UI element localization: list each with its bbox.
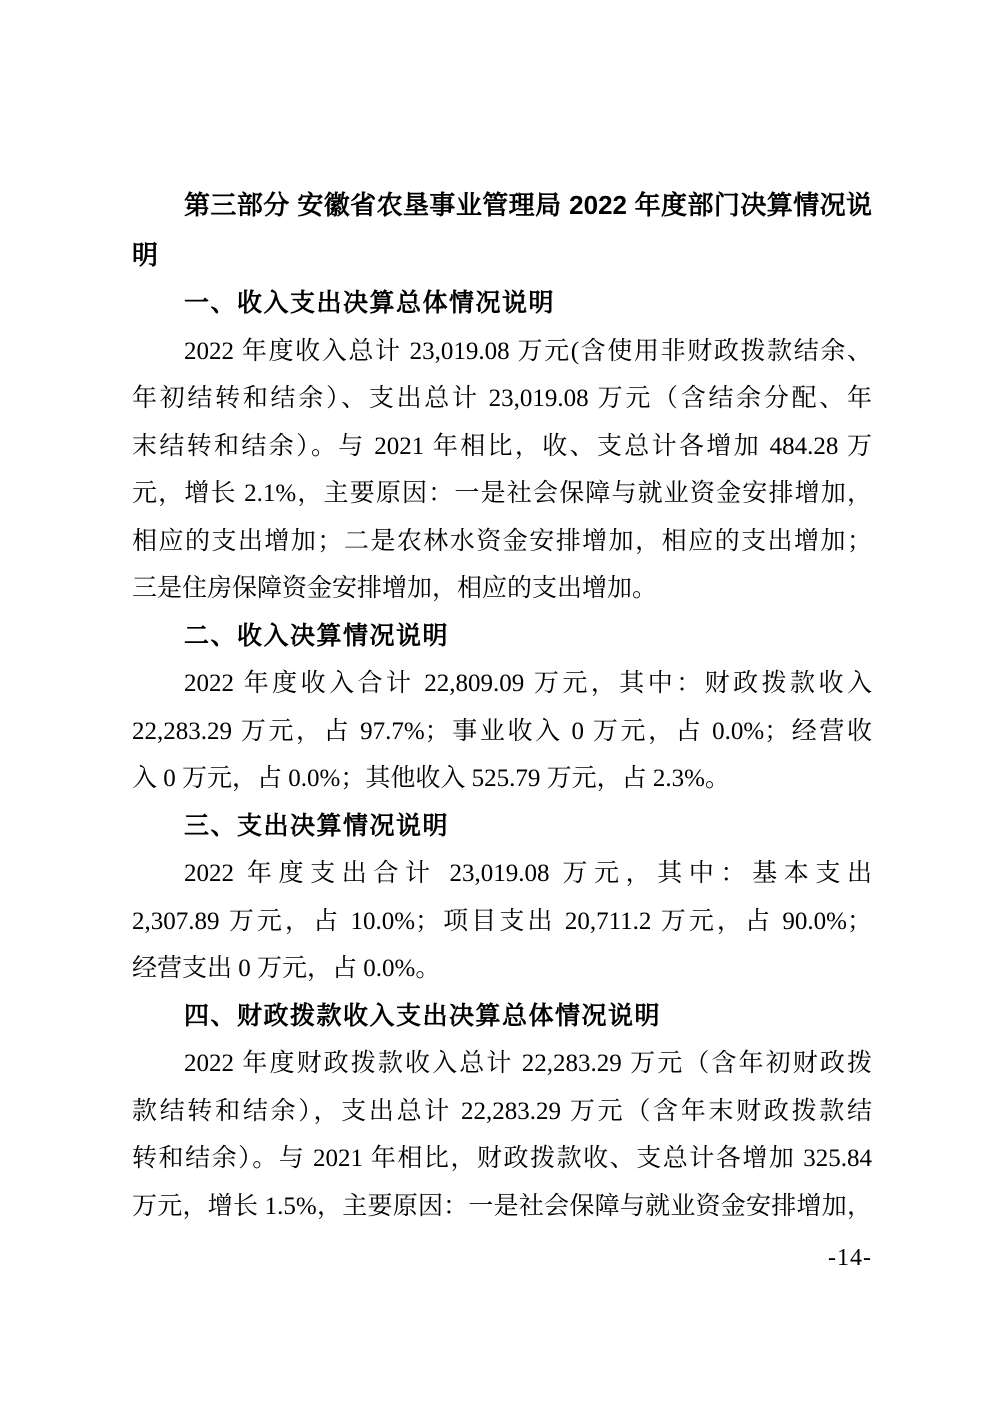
section-income-expenditure-overview	[132, 280, 872, 613]
section-heading: 三、支出决算情况说明	[184, 811, 450, 840]
section-expenditure-statement	[132, 803, 872, 993]
paragraph-line: 元，增长 2.1%，主要原因：一是社会保障与就业资金安排增加，	[132, 480, 872, 507]
paragraph-line: 2022 年度收入总计 23,019.08 万元(含使用非财政拨款结余、	[184, 337, 872, 365]
paragraph-line: 2022 年度财政拨款收入总计 22,283.29 万元（含年初财政拨	[184, 1050, 872, 1077]
document-title-line-1: 第三部分 安徽省农垦事业管理局 2022 年度部门决算情况说	[184, 190, 872, 220]
paragraph-line: 转和结余）。与 2021 年相比，财政拨款收、支总计各增加 325.84	[132, 1145, 872, 1172]
paragraph-line: 2022 年度收入合计 22,809.09 万元，其中：财政拨款收入	[184, 670, 872, 697]
section-heading: 一、收入支出决算总体情况说明	[184, 289, 556, 317]
document-title-line-2: 明	[132, 240, 159, 270]
paragraph-line: 经营支出 0 万元，占 0.0%。	[132, 955, 441, 982]
section-heading: 二、收入决算情况说明	[184, 621, 450, 650]
paragraph-line: 末结转和结余）。与 2021 年相比，收、支总计各增加 484.28 万	[132, 432, 872, 460]
paragraph-line: 三是住房保障资金安排增加，相应的支出增加。	[132, 575, 658, 602]
paragraph-line: 2,307.89 万元，占 10.0%；项目支出 20,711.2 万元，占 90.0%；	[132, 907, 872, 935]
paragraph-line: 2022 年度支出合计 23,019.08 万元，其中：基本支出	[184, 860, 872, 887]
paragraph-line: 相应的支出增加；二是农林水资金安排增加，相应的支出增加；	[132, 527, 872, 555]
paragraph-line: 入 0 万元，占 0.0%；其他收入 525.79 万元，占 2.3%。	[132, 765, 730, 792]
paragraph-line: 款结转和结余），支出总计 22,283.29 万元（含年末财政拨款结	[132, 1097, 872, 1125]
page-number: -14-	[828, 1245, 872, 1271]
section-heading: 四、财政拨款收入支出决算总体情况说明	[184, 1001, 662, 1030]
section-income-statement	[132, 613, 872, 803]
paragraph-line: 万元，增长 1.5%，主要原因：一是社会保障与就业资金安排增加，	[132, 1192, 872, 1220]
document-content	[132, 180, 872, 1230]
section-fiscal-appropriation-overview	[132, 993, 872, 1231]
paragraph-line: 年初结转和结余）、支出总计 23,019.08 万元（含结余分配、年	[132, 385, 872, 412]
paragraph-line: 22,283.29 万元，占 97.7%；事业收入 0 万元，占 0.0%；经营收	[132, 717, 872, 745]
